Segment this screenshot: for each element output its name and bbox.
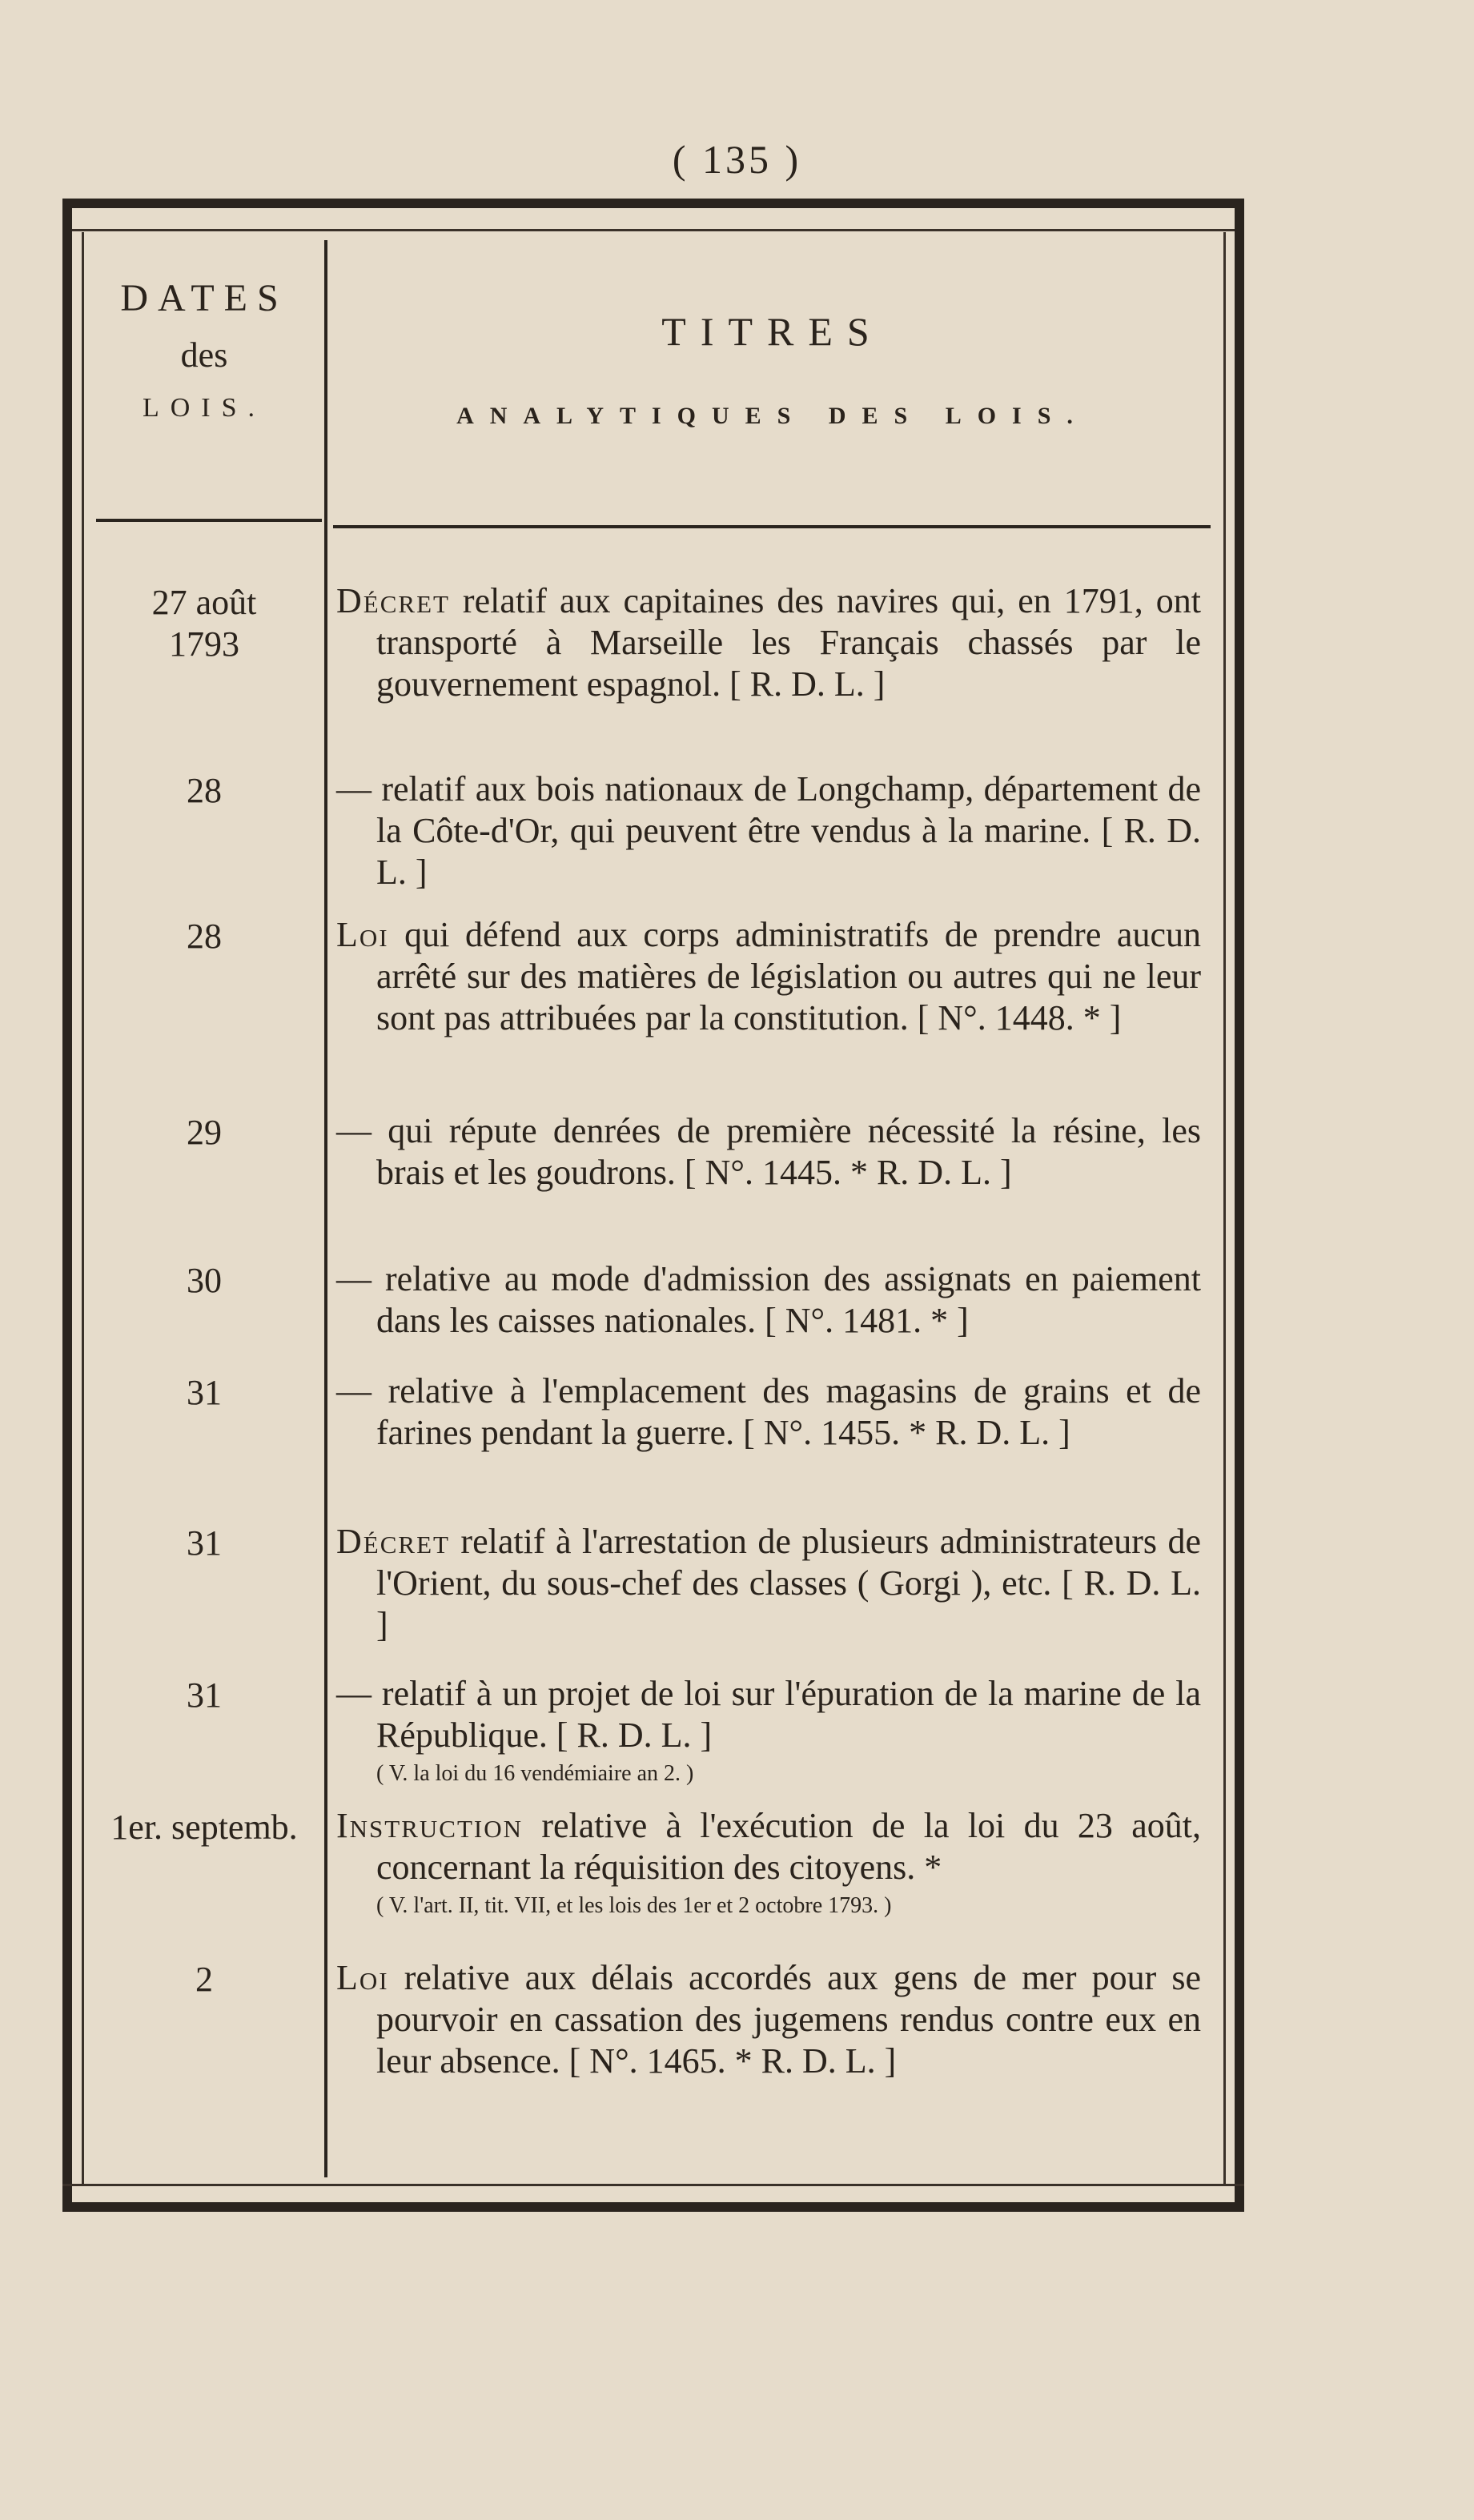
law-entry [88,914,1217,1110]
entry-title: — relative à l'emplacement des magasins de grains et de farines pendant la guerre. [ N°. 1455. * R. D. L. ] [336,1371,1201,1452]
entry-date: 29 [187,1113,222,1152]
titres-column-header [332,308,1213,430]
entry-title: Loi qui défend aux corps administratifs de prendre aucun arrêté sur des matières de législation ou autres qui ne leur sont pas attribuées par la constitution. [ N°. 1448. * ] [336,915,1201,1037]
header-rule-titres [333,525,1211,528]
law-entry [88,1957,1217,2109]
law-entry [88,1673,1217,1805]
entry-title: Décret relatif aux capitaines des navires qui, en 1791, ont transporté à Marseille les Français chassés par le gouvernement espagnol. [ R. D. L. ] [336,581,1201,704]
entry-date: 27 août 1793 [151,583,257,664]
entry-note: ( V. l'art. II, tit. VII, et les lois des 1er et 2 octobre 1793. ) [376,1893,892,1918]
entry-date: 28 [187,917,222,956]
law-entries [88,580,1217,2109]
entry-date: 1er. septemb. [110,1808,298,1847]
entry-date: 30 [187,1261,222,1300]
entry-title: — qui répute denrées de première nécessité la résine, les brais et les goudrons. [ N°. 1445. * R. D. L. ] [336,1111,1201,1192]
dates-header-line3: LOIS. [142,393,267,423]
entry-note: ( V. la loi du 16 vendémiaire an 2. ) [376,1761,694,1786]
entry-title: Décret relatif à l'arrestation de plusieurs administrateurs de l'Orient, du sous-chef des classes ( Gorgi ), etc. [ R. D. L. ] [336,1522,1201,1644]
entry-title: — relatif aux bois nationaux de Longchamp, département de la Côte-d'Or, qui peuvent être vendus à la marine. [ R. D. L. ] [336,769,1201,892]
page-number: ( 135 ) [672,137,802,182]
titres-header-line1: TITRES [661,309,884,354]
frame-inner-right-rule [1223,232,1226,2185]
dates-header-line2: des [180,335,228,375]
entry-date: 31 [187,1675,222,1715]
entry-date: 31 [187,1373,222,1412]
header-rule-dates [96,519,322,522]
entry-date: 28 [187,771,222,810]
law-entry [88,1370,1217,1521]
law-entry [88,768,1217,914]
dates-header-line1: DATES [120,277,288,319]
dates-column-header [88,276,320,423]
entry-title: — relatif à un projet de loi sur l'épuration de la marine de la République. [ R. D. L. ] ( V. la loi du 16 vendémiaire an 2. ) [336,1673,1201,1805]
law-entry [88,580,1217,768]
law-entry [88,1805,1217,1957]
law-entry [88,1521,1217,1673]
law-entry [88,1258,1217,1370]
entry-date: 2 [195,1960,213,1999]
frame-bottom-thin-rule [62,2184,1244,2186]
law-entry [88,1110,1217,1258]
entry-title: Instruction relative à l'exécution de la loi du 23 août, concernant la réquisition des citoyens. * ( V. l'art. II, tit. VII, et les lois des 1er et 2 octobre 1793. ) [336,1805,1201,1957]
frame-inner-left-rule [82,232,84,2185]
entry-date: 31 [187,1523,222,1563]
frame-bottom-rule [62,2202,1244,2212]
entry-title: — relative au mode d'admission des assignats en paiement dans les caisses nationales. [ N°. 1481. * ] [336,1259,1201,1340]
titres-header-line2: ANALYTIQUES DES LOIS. [456,403,1089,429]
entry-title: Loi relative aux délais accordés aux gens de mer pour se pourvoir en cassation des jugemens rendus contre eux en leur absence. [ N°. 1465. * R. D. L. ] [336,1958,1201,2081]
